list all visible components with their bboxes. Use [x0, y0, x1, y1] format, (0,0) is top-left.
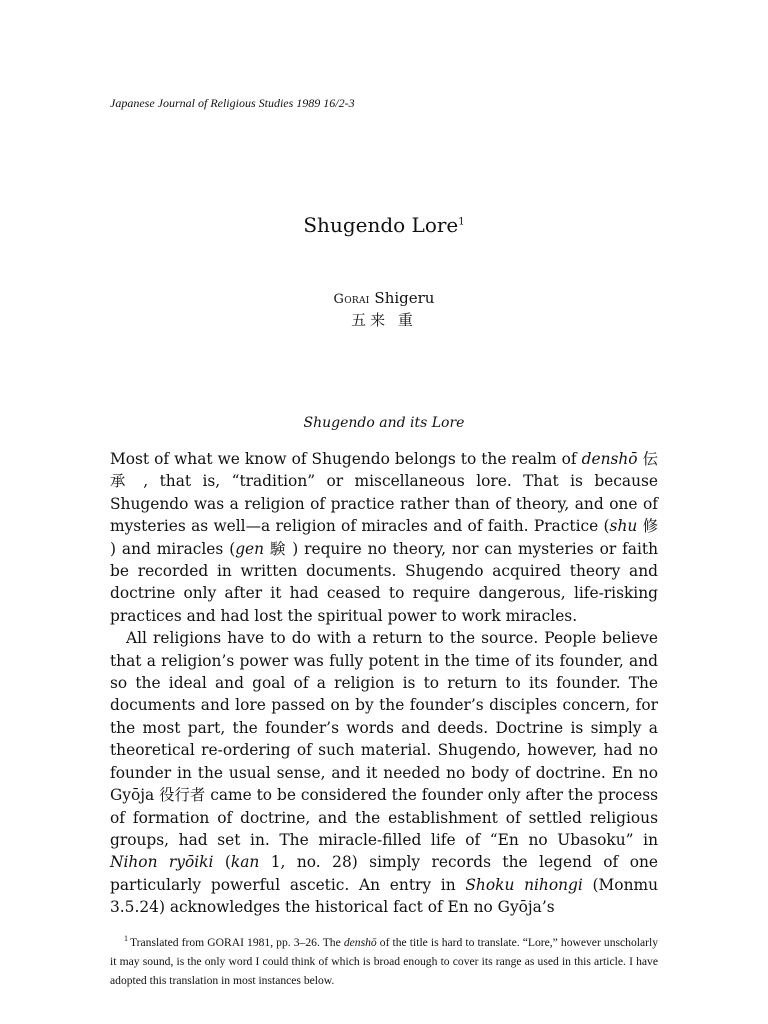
- footnote: [110, 933, 658, 990]
- italic-term: gen: [235, 539, 265, 558]
- journal-header: Japanese Journal of Religious Studies 1989 16/2-3: [110, 96, 355, 110]
- italic-term: Shoku nihongi: [465, 875, 583, 894]
- text-run: (: [213, 853, 231, 872]
- author-block: [0, 288, 768, 331]
- body-paragraph-2: [110, 627, 658, 918]
- text-run: Most of what we know of Shugendo belongs to the realm of: [110, 450, 582, 468]
- italic-term: denshō: [581, 450, 638, 468]
- italic-term: shu: [609, 517, 638, 536]
- title-text: Shugendo Lore: [303, 213, 459, 237]
- text-run: All religions have to do with a return to the source. People believe that a religion’s power was fully potent in the time of its founder, and so the ideal and goal of a religion is to return to its founder. The documents and lore passed on by the founder’s disciples concern, for the most part, the founder’s words and deeds. Doctrine is simply a theoretical re-ordering of such material. Shugendo, however, had no founder in the usual sense, and it needed no body of doctrine. En no Gyōja 役行者 came to be considered the founder only after the process of formation of doctrine, and the establishment of settled religious groups, had set in. The miracle-filled life of “En no Ubasoku” in: [110, 629, 658, 849]
- text-run: 験 ) require no theory, nor can mysteries or faith be recorded in written documents. Shugendo acquired theory and doctrine only after it had ceased to require dangerous, life-risking practices and had lost the spiritual power to work miracles.: [110, 539, 658, 625]
- footnote-text: Translated from GORAI 1981, pp. 3–26. The: [130, 936, 344, 949]
- author-family-name: Gorai: [333, 292, 370, 307]
- author-given-name: Shigeru: [374, 289, 435, 307]
- footnote-italic-term: denshō: [343, 936, 377, 949]
- body-text: [110, 448, 658, 919]
- text-run: (Monmu 3.5.24) acknowledges the historical fact of En no Gyōja’s: [110, 875, 658, 917]
- body-paragraph-1: [110, 448, 658, 627]
- italic-term: Nihon ryōiki: [110, 853, 214, 872]
- footnote-marker: 1: [124, 934, 128, 944]
- section-heading: Shugendo and its Lore: [303, 415, 465, 431]
- article-title: [0, 213, 768, 237]
- italic-term: kan: [230, 853, 260, 872]
- text-run: 1, no. 28) simply records the legend of one particularly powerful ascetic. An entry in: [110, 853, 658, 894]
- text-run: 伝承 , that is, “tradition” or miscellaneous lore. That is because Shugendo was a religion of practice rather than of theory, and one of mysteries as well—a religion of miracles and of faith. Practice (: [110, 450, 658, 536]
- title-footnote-marker[interactable]: 1: [458, 216, 465, 228]
- author-kanji-name: 五来 重: [351, 311, 417, 329]
- footnote-text: of the title is hard to translate. “Lore,” however unscholarly it may sound, is the only word I could think of which is broad enough to cover its range as used in this article. I have adopted this translation in most instances below.: [110, 936, 658, 987]
- text-run: 修 ) and miracles (: [110, 517, 658, 558]
